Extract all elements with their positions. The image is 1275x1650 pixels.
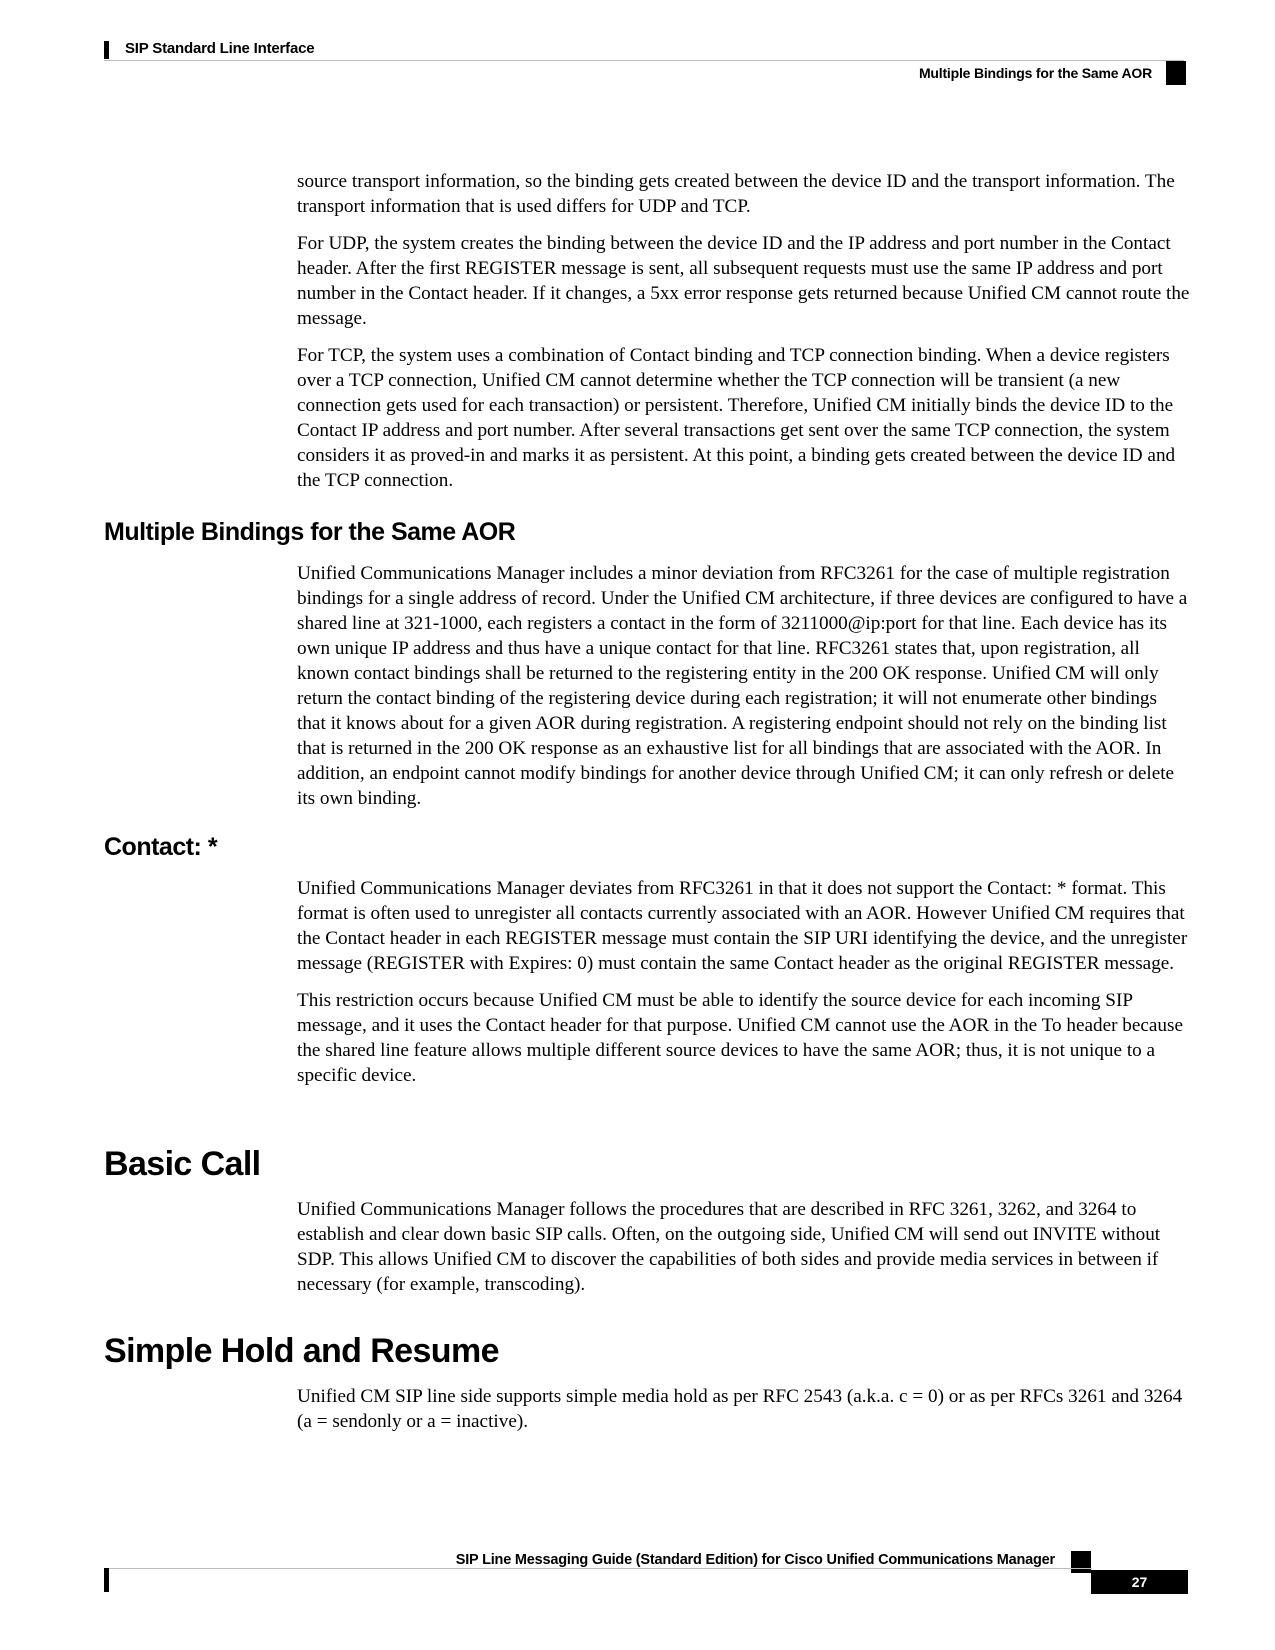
paragraph: source transport information, so the binding gets created between the device ID and the transport information. The transport information that is used differs for UDP and TCP. [297, 171, 1175, 217]
running-header-chapter: SIP Standard Line Interface [125, 40, 315, 57]
section-heading: Contact: * [104, 833, 218, 861]
footer-marker-block [1071, 1551, 1091, 1573]
section-body [297, 876, 1190, 1100]
paragraph: Unified Communications Manager follows the procedures that are described in RFC 3261, 3262, and 3264 to establish and clear down basic SIP calls. Often, on the outgoing side, Unified CM will send out INVITE without SDP. This allows Unified CM to discover the capabilities of both sides and provide media services in between if necessary (for example, transcoding). [297, 1199, 1161, 1295]
footer-rule [104, 1568, 1092, 1569]
paragraph: Unified Communications Manager deviates from RFC3261 in that it does not support the Contact: * format. This format is often used to unregister all contacts currently associated with an AOR. However Unified CM requires that the Contact header in each REGISTER message must contain the SIP URI identifying the device, and the unregister message (REGISTER with Expires: 0) must contain the same Contact header as the original REGISTER message. [297, 878, 1188, 974]
paragraph: Unified CM SIP line side supports simple media hold as per RFC 2543 (a.k.a. c = 0) or as per RFCs 3261 and 3264 (a = sendonly or a = inactive). [297, 1386, 1183, 1432]
section-heading: Basic Call [104, 1145, 261, 1183]
section-body [297, 1384, 1190, 1446]
paragraph: This restriction occurs because Unified CM must be able to identify the source device for each incoming SIP message, and it uses the Contact header for that purpose. Unified CM cannot use the AOR in the To header because the shared line feature allows multiple different source devices to have the same AOR; thus, it is not unique to a specific device. [297, 990, 1184, 1086]
section-heading: Simple Hold and Resume [104, 1332, 499, 1370]
footer-marker-bar [104, 1568, 109, 1592]
running-footer-title: SIP Line Messaging Guide (Standard Edition) for Cisco Unified Communications Manager [455, 1552, 1055, 1568]
paragraph: For UDP, the system creates the binding between the device ID and the IP address and port number in the Contact header. After the first REGISTER message is sent, all subsequent requests must use the same IP address and port number in the Contact header. If it changes, a 5xx error response gets returned because Unified CM cannot route the message. [297, 233, 1190, 329]
paragraph: Unified Communications Manager includes a minor deviation from RFC3261 for the case of multiple registration bindings for a single address of record. Under the Unified CM architecture, if three devices are configured to have a shared line at 321-1000, each registers a contact in the form of 3211000@ip:port for that line. Each device has its own unique IP address and thus have a unique contact for that line. RFC3261 states that, upon registration, all known contact bindings shall be returned to the registering entity in the 200 OK response. Unified CM will only return the contact binding of the registering device during each registration; it will not enumerate other bindings that it knows about for a given AOR during registration. A registering endpoint should not rely on the binding list that is returned in the 200 OK response as an exhaustive list for all bindings that are associated with the AOR. In addition, an endpoint cannot modify bindings for another device through Unified CM; it can only refresh or delete its own binding. [297, 563, 1188, 809]
header-marker-block [1166, 61, 1186, 85]
running-header-section: Multiple Bindings for the Same AOR [918, 65, 1152, 81]
paragraph: For TCP, the system uses a combination of Contact binding and TCP connection binding. When a device registers over a TCP connection, Unified CM cannot determine whether the TCP connection will be transient (a new connection gets used for each transaction) or persistent. Therefore, Unified CM initially binds the device ID to the Contact IP address and port number. After several transactions get sent over the same TCP connection, the system considers it as proved-in and marks it as persistent. At this point, a binding gets created between the device ID and the TCP connection. [297, 345, 1176, 491]
page-number: 27 [1091, 1570, 1188, 1594]
section-body [297, 561, 1190, 823]
section-body [297, 1197, 1190, 1309]
header-marker-bar [104, 41, 109, 59]
header-rule [104, 60, 1184, 61]
intro-body [297, 169, 1190, 505]
section-heading: Multiple Bindings for the Same AOR [104, 518, 516, 546]
